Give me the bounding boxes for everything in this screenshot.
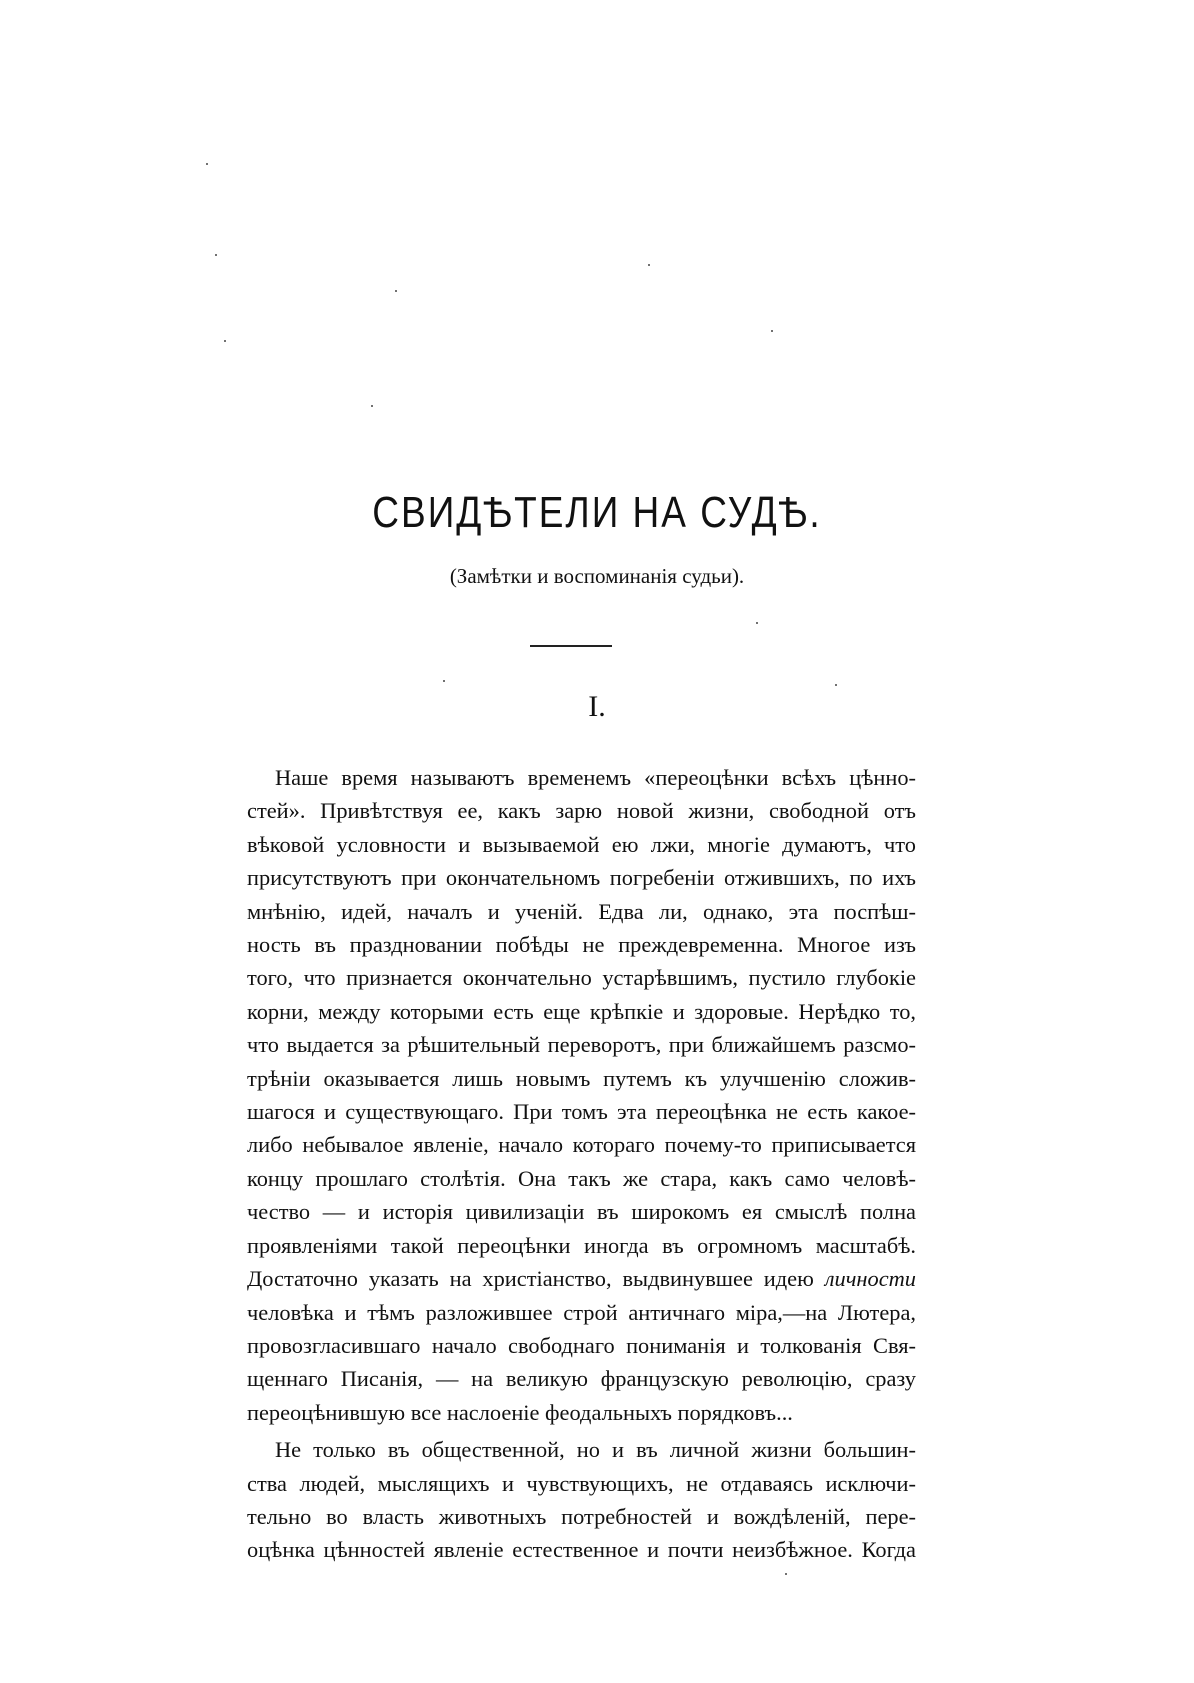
scan-speck	[443, 680, 445, 682]
text-line: того, что признается окончательно устарѣвшимъ, пустило глубокіе	[247, 965, 916, 991]
title-divider	[530, 645, 612, 647]
text-line: вѣковой условности и вызываемой ею лжи, многіе думаютъ, что	[247, 831, 916, 857]
text-line: концу прошлаго столѣтія. Она такъ же стара, какъ само человѣ-	[247, 1165, 916, 1191]
page-subtitle: (Замѣтки и воспоминанія судьи).	[449, 564, 745, 588]
italic-emphasis: личности	[824, 1266, 916, 1292]
text-line: трѣніи оказывается лишь новымъ путемъ къ улучшенію сложив-	[247, 1065, 916, 1091]
scan-speck	[771, 330, 773, 332]
scan-speck	[835, 684, 837, 686]
text-line: стей». Привѣтствуя ее, какъ зарю новой жизни, свободной отъ	[247, 798, 916, 824]
text-line: провозгласившаго начало свободнаго пониманія и толкованія Свя-	[247, 1332, 916, 1358]
text-line: шагося и существующаго. При томъ эта переоцѣнка не есть какое-	[247, 1099, 916, 1125]
text-line: человѣка и тѣмъ разложившее строй античнаго міра,—на Лютера,	[247, 1299, 916, 1325]
scan-speck	[648, 264, 650, 266]
scan-speck	[224, 340, 226, 342]
scan-speck	[215, 254, 217, 256]
text-line: оцѣнка цѣнностей явленіе естественное и почти неизбѣжное. Когда	[247, 1537, 916, 1563]
body-text	[247, 761, 916, 1567]
text-line: щеннаго Писанія, — на великую французскую революцію, сразу	[247, 1366, 916, 1392]
text-line: ства людей, мыслящихъ и чувствующихъ, не отдаваясь исключи-	[247, 1470, 916, 1496]
text-line: чество — и исторія цивилизаціи въ широкомъ ея смыслѣ полна	[247, 1199, 916, 1225]
scan-speck	[395, 290, 397, 292]
text-line-with-italic	[247, 1262, 916, 1295]
text-line: ность въ праздновании побѣды не преждевременна. Многое изъ	[247, 932, 916, 958]
section-number: I.	[588, 690, 606, 723]
page-title: СВИДѢТЕЛИ НА СУДѢ.	[372, 488, 822, 537]
text-line: мнѣнію, идей, началъ и ученій. Едва ли, однако, эта поспѣш-	[247, 898, 916, 924]
text-line: проявленіями такой переоцѣнки иногда въ огромномъ масштабѣ.	[247, 1232, 916, 1258]
scan-speck	[371, 405, 373, 407]
text-line: что выдается за рѣшительный переворотъ, при ближайшемъ разсмо-	[247, 1032, 916, 1058]
scan-speck	[756, 622, 758, 624]
text-line: корни, между которыми есть еще крѣпкіе и здоровые. Нерѣдко то,	[247, 998, 916, 1024]
text-fragment: Достаточно указать на христіанство, выдвинувшее идею	[247, 1266, 814, 1292]
text-line: либо небывалое явленіе, начало котораго почему-то приписывается	[247, 1132, 916, 1158]
text-line: Наше время называютъ временемъ «переоцѣнки всѣхъ цѣнно-	[275, 765, 916, 790]
text-line: присутствуютъ при окончательномъ погребеніи отжившихъ, по ихъ	[247, 865, 916, 891]
scan-speck	[785, 1573, 787, 1575]
scan-speck	[206, 163, 208, 165]
text-line: переоцѣнившую все наслоеніе феодальныхъ порядковъ...	[247, 1399, 793, 1425]
text-line: Не только въ общественной, но и въ личной жизни большин-	[275, 1437, 916, 1463]
text-line: тельно во власть животныхъ потребностей и вождѣленій, пере-	[247, 1503, 916, 1529]
